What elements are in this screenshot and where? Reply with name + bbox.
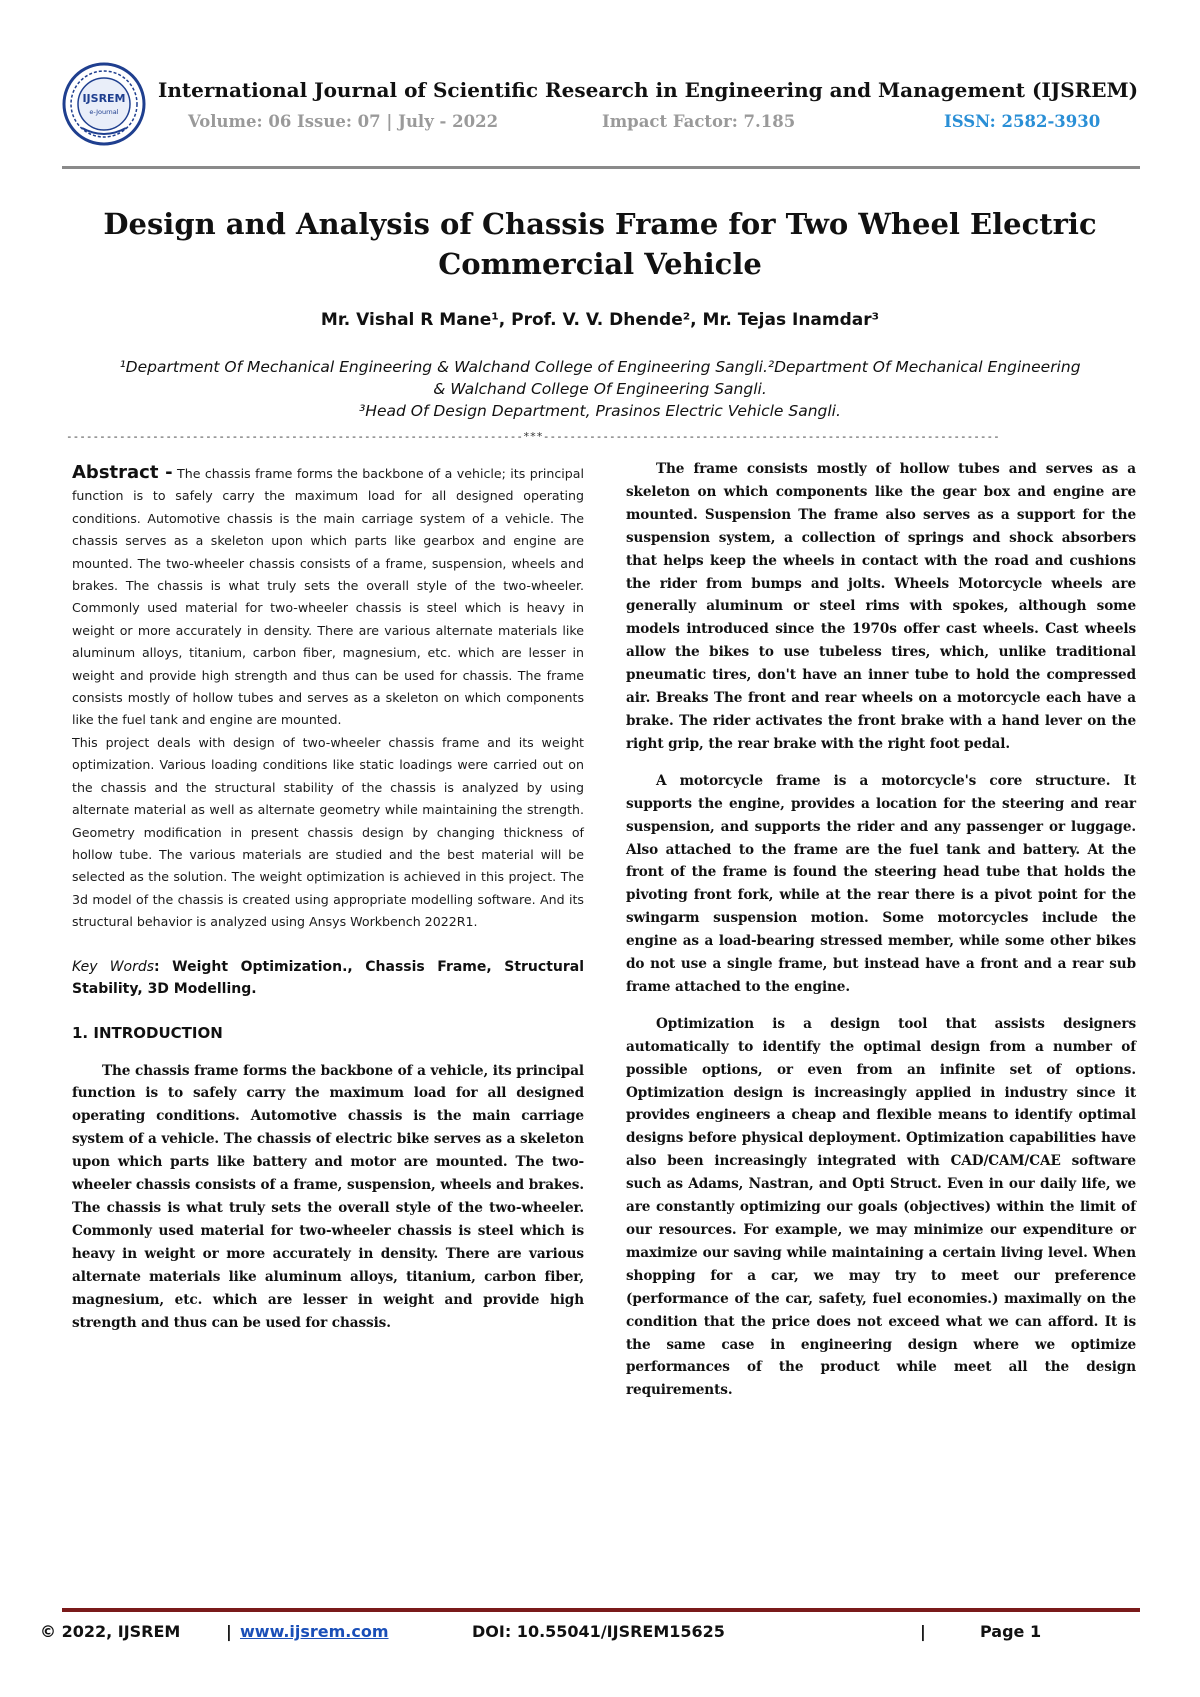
journal-logo [62, 62, 146, 146]
website-link[interactable]: www.ijsrem.com [240, 1622, 389, 1641]
issn: ISSN: 2582-3930 [944, 112, 1101, 131]
header-divider [62, 166, 1140, 169]
abstract-label: Abstract - [72, 462, 173, 483]
logo-text: IJSREM [82, 92, 126, 105]
affiliation-line: ³Head Of Design Department, Prasinos Electric Vehicle Sangli. [359, 402, 841, 420]
page-footer [40, 1622, 1160, 1648]
author-list: Mr. Vishal R Mane¹, Prof. V. V. Dhende², Mr. Tejas Inamdar³ [320, 310, 880, 330]
body-paragraph: A motorcycle frame is a motorcycle's core structure. It supports the engine, provides a location for the steering and rear suspension, and supports the rider and any passenger or luggage. Also attached to the frame are the fuel tank and battery. At the front of the frame is found the steering head tube that holds the pivoting front fork, while at the rear there is a pivot point for the swingarm suspension motion. Some motorcycles include the engine as a load-bearing stressed member, while some other bikes do not use a single frame, but instead have a front and a rear sub frame attached to the engine. [626, 772, 1136, 995]
footer-separator: | [226, 1622, 232, 1641]
footer-separator: | [920, 1622, 926, 1641]
left-column [72, 462, 584, 1334]
copyright: © 2022, IJSREM [40, 1622, 181, 1641]
keywords-text: : Weight Optimization., Chassis Frame, Structural Stability, 3D Modelling. [72, 958, 584, 997]
affiliation-line: & Walchand College Of Engineering Sangli. [433, 380, 767, 398]
abstract-para: This project deals with design of two-wheeler chassis frame and its weight optimization. Various loading conditions like static loadings were carried out on the chassis and the structural stability of the chassis is analyzed by using alternate material as well as alternate geometry while maintaining the strength. Geometry modification in present chassis design by changing thickness of hollow tube. The various materials are studied and the best material will be selected as the solution. The weight optimization is achieved in this project. The 3d model of the chassis is created using appropriate modelling software. And its structural behavior is analyzed using Ansys Workbench 2022R1. [72, 734, 584, 930]
body-paragraph: Optimization is a design tool that assists designers automatically to identify the optimal design from a number of possible options, or even from an infinite set of options. Optimization design is increasingly applied in industry since it provides engineers a cheap and flexible means to identify optimal designs before physical deployment. Optimization capabilities have also been increasingly integrated with CAD/CAM/CAE software such as Adams, Nastran, and Opti Struct. Even in our daily life, we are constantly optimizing our goals (objectives) within the limit of our resources. For example, we may minimize our expenditure or maximize our saving while maintaining a certain living level. When shopping for a car, we may try to meet our preference (performance of the car, safety, fuel economies.) maximally on the condition that the price does not exceed what we can afford. It is the same case in engineering design where we optimize performances of the product while meet all the design requirements. [626, 1015, 1136, 1399]
doi: DOI: 10.55041/IJSREM15625 [472, 1622, 725, 1641]
paper-title: Design and Analysis of Chassis Frame for Two Wheel Electric Commercial Vehicle [103, 207, 1097, 281]
keywords-label: Key Words [72, 958, 155, 975]
journal-meta [188, 112, 1101, 136]
body-paragraph: The frame consists mostly of hollow tubes and serves as a skeleton on which components like the gear box and engine are mounted. Suspension The frame also serves as a support for the suspension system, a collection of springs and shock absorbers that helps keep the wheels in contact with the road and cushions the rider from bumps and jolts. Wheels Motorcycle wheels are generally aluminum or steel rims with spokes, although some models introduced since the 1970s offer cast wheels. Cast wheels allow the bikes to use tubeless tires, which, unlike traditional pneumatic tires, don't have an inner tube to hold the compressed air. Breaks The front and rear wheels on a motorcycle each have a brake. The rider activates the front brake with a hand lever on the right grip, the rear brake with the right foot pedal. [626, 461, 1136, 752]
logo-subtext: e-Journal [89, 108, 119, 116]
right-column [626, 458, 1136, 1402]
section-heading: 1. INTRODUCTION [72, 1023, 223, 1042]
volume-issue: Volume: 06 Issue: 07 | July - 2022 [188, 112, 499, 131]
journal-title: International Journal of Scientific Research in Engineering and Management (IJSREM) [158, 78, 1139, 102]
affiliation-line: ¹Department Of Mechanical Engineering & Walchand College of Engineering Sangli.²Department Of Mechanical Engineering [119, 358, 1081, 376]
keywords [72, 956, 584, 1000]
abstract-para [72, 462, 584, 732]
impact-factor: Impact Factor: 7.185 [602, 112, 796, 131]
abstract-text: The chassis frame forms the backbone of a vehicle; its principal function is to safely carry the maximum load for all designed operating conditions. Automotive chassis is the main carriage system of a vehicle. The chassis serves as a skeleton upon which parts like gearbox and engine are mounted. The two-wheeler chassis consists of a frame, suspension, wheels and brakes. The chassis is what truly sets the overall style of the two-wheeler. Commonly used material for two-wheeler chassis is steel which is heavy in weight or more accurately in density. There are various alternate materials like aluminum alloys, titanium, carbon fiber, magnesium, etc. which are lesser in weight and provide high strength and thus can be used for chassis. The frame consists mostly of hollow tubes and serves as a skeleton on which components like the fuel tank and engine are mounted. [72, 466, 584, 728]
page-number: Page 1 [980, 1622, 1042, 1641]
footer-divider [62, 1608, 1140, 1612]
intro-paragraph: The chassis frame forms the backbone of a vehicle, its principal function is to safely carry the maximum load for all designed operating conditions. Automotive chassis is the main carriage system of a vehicle. The chassis of electric bike serves as a skeleton upon which parts like battery and motor are mounted. The two-wheeler chassis consists of a frame, suspension, wheels and brakes. The chassis is what truly sets the overall style of the two-wheeler. Commonly used material for two-wheeler chassis is steel which is heavy in weight or more accurately in density. There are various alternate materials like aluminum alloys, titanium, carbon fiber, magnesium, etc. which are lesser in weight and provide high strength and thus can be used for chassis. [72, 1062, 584, 1331]
abstract [72, 462, 584, 934]
affiliations [32, 356, 1168, 422]
section-separator: ---------------------------------------------------------------------***--------------------------------------------------------------------- [66, 430, 1000, 443]
